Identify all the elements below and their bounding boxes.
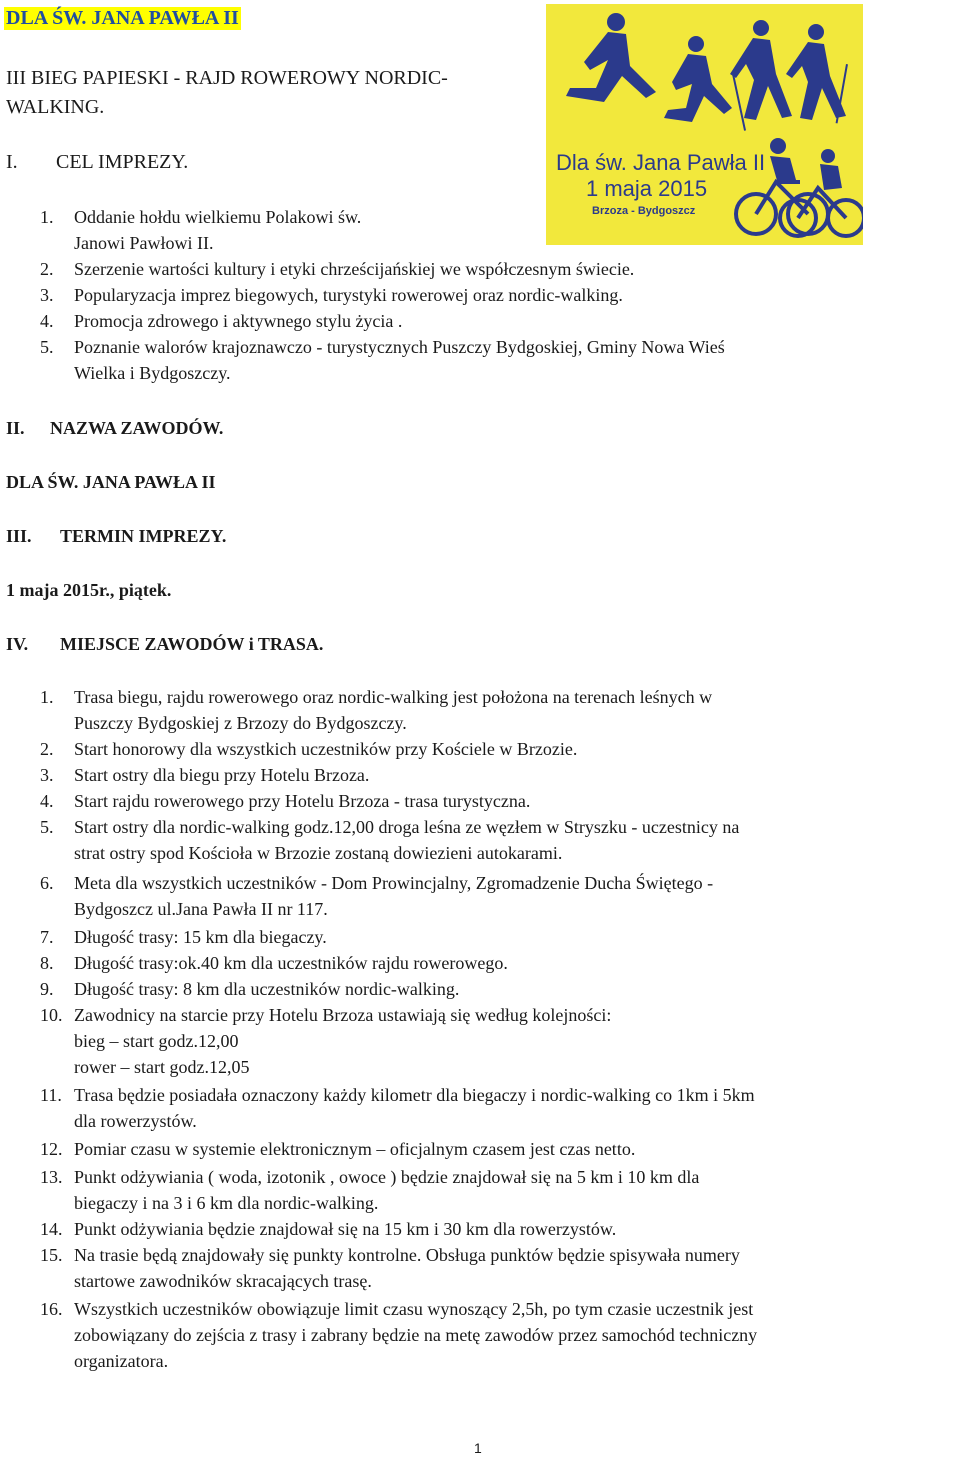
event-date: 1 maja 2015r., piątek. (6, 580, 172, 600)
section-2-number: II. (6, 418, 25, 438)
section-4-heading (6, 634, 323, 655)
section-4-title: MIEJSCE ZAWODÓW i TRASA. (60, 634, 324, 654)
event-subtitle: III BIEG PAPIESKI - RAJD ROWEROWY NORDIC-WALKING. (6, 67, 448, 118)
section-3-title: TERMIN IMPREZY. (60, 526, 227, 546)
section-1-title: CEL IMPREZY. (56, 151, 189, 173)
logo-line2: 1 maja 2015 (586, 176, 708, 201)
logo-line3: Brzoza - Bydgoszcz (592, 205, 696, 217)
section-4-number: IV. (6, 634, 29, 654)
document-title: DLA ŚW. JANA PAWŁA II (6, 7, 239, 29)
section-1-heading (6, 151, 188, 174)
section-2-heading (6, 418, 223, 439)
section-3-heading (6, 526, 226, 547)
section-1-number: I. (6, 151, 18, 173)
event-logo (546, 4, 863, 245)
page-number: 1 (474, 1440, 482, 1456)
section-3-number: III. (6, 526, 32, 546)
logo-line1: Dla św. Jana Pawła II (556, 150, 766, 175)
event-name: DLA ŚW. JANA PAWŁA II (6, 472, 216, 492)
section-2-title: NAZWA ZAWODÓW. (50, 418, 224, 438)
